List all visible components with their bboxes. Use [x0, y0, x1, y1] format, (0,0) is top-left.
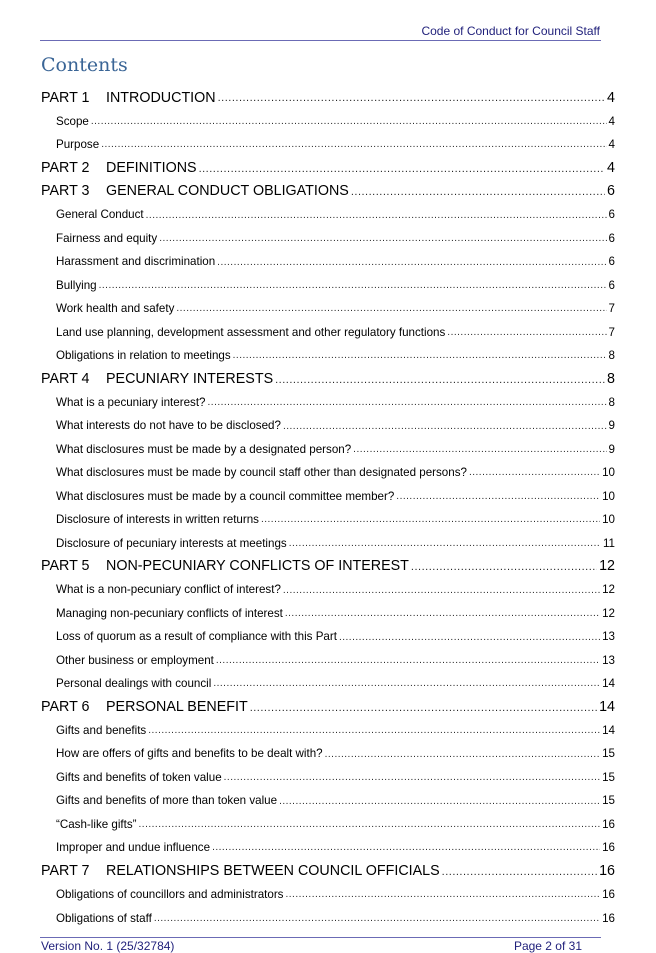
toc-part-entry[interactable] — [41, 367, 615, 390]
toc-page-number: 16 — [602, 888, 615, 902]
toc-page-number: 15 — [602, 747, 615, 761]
toc-page-number: 12 — [599, 558, 615, 575]
toc-section-entry[interactable] — [41, 109, 615, 132]
dot-leader — [351, 186, 605, 198]
footer-page-number: Page 2 of 31 — [513, 939, 582, 953]
toc-page-number: 10 — [602, 513, 615, 527]
toc-entry-title: PERSONAL BENEFIT — [106, 699, 248, 716]
toc-entry-title: What is a pecuniary interest? — [56, 395, 206, 409]
toc-page-number: 4 — [608, 114, 615, 128]
toc-part-number: PART 7 — [41, 863, 90, 880]
toc-section-entry[interactable] — [41, 906, 615, 929]
toc-entry-title: What disclosures must be made by council staff other than designated persons? — [56, 466, 467, 480]
toc-page-number: 6 — [608, 208, 615, 222]
toc-entry-title: Fairness and equity — [56, 231, 158, 245]
dot-leader — [139, 819, 601, 830]
dot-leader — [154, 913, 600, 924]
toc-page-number: 6 — [608, 231, 615, 245]
toc-entry-title: DEFINITIONS — [106, 160, 197, 177]
toc-page-number: 14 — [599, 699, 615, 716]
toc-page-number: 4 — [608, 138, 615, 152]
toc-page-number: 16 — [602, 817, 615, 831]
toc-page-number: 12 — [602, 606, 615, 620]
toc-page-number: 14 — [602, 677, 615, 691]
toc-page-number: 13 — [602, 630, 615, 644]
toc-section-entry[interactable] — [41, 649, 615, 672]
dot-leader — [159, 233, 606, 244]
toc-entry-title: What disclosures must be made by a council committee member? — [56, 489, 395, 503]
toc-entry-title: Land use planning, development assessment and other regulatory functions — [56, 325, 446, 339]
running-header: Code of Conduct for Council Staff — [421, 24, 600, 38]
toc-entry-title: Gifts and benefits — [56, 724, 147, 738]
dot-leader — [289, 538, 601, 549]
toc-section-entry[interactable] — [41, 320, 615, 343]
toc-entry-title: Gifts and benefits of more than token value — [56, 794, 278, 808]
dot-leader — [411, 561, 597, 573]
toc-page-number: 16 — [602, 911, 615, 925]
dot-leader — [353, 444, 606, 455]
toc-part-number: PART 1 — [41, 89, 90, 106]
dot-leader — [224, 772, 600, 783]
table-of-contents — [41, 86, 615, 930]
toc-entry-title: Disclosure of interests in written returns — [56, 513, 259, 527]
toc-page-number: 7 — [608, 325, 615, 339]
header-rule — [40, 40, 601, 41]
toc-section-entry[interactable] — [41, 602, 615, 625]
dot-leader — [285, 889, 600, 900]
toc-page-number: 6 — [608, 255, 615, 269]
toc-entry-title: Disclosure of pecuniary interests at meetings — [56, 536, 287, 550]
dot-leader — [216, 655, 600, 666]
contents-heading: Contents — [41, 54, 128, 76]
dot-leader — [208, 397, 607, 408]
toc-section-entry[interactable] — [41, 719, 615, 742]
dot-leader — [218, 92, 605, 104]
toc-page-number: 4 — [607, 89, 615, 106]
footer-rule — [40, 937, 601, 938]
dot-leader — [176, 303, 606, 314]
footer-version: Version No. 1 (25/32784) — [41, 939, 175, 953]
dot-leader — [285, 608, 600, 619]
toc-entry-title: What is a non-pecuniary conflict of interest? — [56, 583, 281, 597]
toc-entry-title: INTRODUCTION — [106, 89, 216, 106]
dot-leader — [261, 514, 600, 525]
toc-entry-title: Purpose — [56, 138, 100, 152]
toc-entry-title: Obligations in relation to meetings — [56, 349, 231, 363]
toc-section-entry[interactable] — [41, 672, 615, 695]
toc-part-entry[interactable] — [41, 86, 615, 109]
toc-page-number: 15 — [602, 794, 615, 808]
toc-section-entry[interactable] — [41, 836, 615, 859]
toc-part-entry[interactable] — [41, 156, 615, 179]
toc-entry-title: What interests do not have to be disclosed? — [56, 419, 281, 433]
toc-part-entry[interactable] — [41, 859, 615, 882]
dot-leader — [283, 421, 607, 432]
dot-leader — [447, 327, 606, 338]
dot-leader — [217, 257, 606, 268]
toc-section-entry[interactable] — [41, 883, 615, 906]
dot-leader — [148, 725, 600, 736]
toc-section-entry[interactable] — [41, 813, 615, 836]
toc-section-entry[interactable] — [41, 344, 615, 367]
toc-section-entry[interactable] — [41, 789, 615, 812]
toc-section-entry[interactable] — [41, 461, 615, 484]
toc-page-number: 8 — [608, 349, 615, 363]
toc-section-entry[interactable] — [41, 742, 615, 765]
toc-entry-title: NON-PECUNIARY CONFLICTS OF INTEREST — [106, 558, 409, 575]
toc-entry-title: GENERAL CONDUCT OBLIGATIONS — [106, 183, 349, 200]
toc-page-number: 9 — [608, 419, 615, 433]
toc-page-number: 6 — [608, 278, 615, 292]
dot-leader — [199, 163, 605, 175]
toc-section-entry[interactable] — [41, 625, 615, 648]
dot-leader — [325, 749, 600, 760]
toc-page-number: 14 — [602, 724, 615, 738]
dot-leader — [469, 467, 600, 478]
toc-page-number: 15 — [602, 770, 615, 784]
toc-entry-title: Work health and safety — [56, 302, 175, 316]
toc-page-number: 16 — [602, 841, 615, 855]
toc-part-entry[interactable] — [41, 695, 615, 718]
toc-section-entry[interactable] — [41, 203, 615, 226]
dot-leader — [212, 842, 600, 853]
toc-page-number: 8 — [608, 395, 615, 409]
toc-entry-title: Loss of quorum as a result of compliance with this Part — [56, 630, 337, 644]
dot-leader — [339, 632, 600, 643]
toc-part-number: PART 6 — [41, 699, 90, 716]
toc-section-entry[interactable] — [41, 438, 615, 461]
toc-entry-title: Bullying — [56, 278, 97, 292]
toc-page-number: 8 — [607, 370, 615, 387]
toc-page-number: 10 — [602, 466, 615, 480]
dot-leader — [279, 796, 600, 807]
toc-entry-title: How are offers of gifts and benefits to be dealt with? — [56, 747, 323, 761]
dot-leader — [213, 678, 600, 689]
toc-entry-title: Obligations of staff — [56, 911, 152, 925]
toc-page-number: 16 — [599, 863, 615, 880]
toc-section-entry[interactable] — [41, 578, 615, 601]
toc-section-entry[interactable] — [41, 250, 615, 273]
dot-leader — [250, 702, 597, 714]
toc-entry-title: Scope — [56, 114, 89, 128]
toc-page-number: 13 — [602, 653, 615, 667]
toc-section-entry[interactable] — [41, 133, 615, 156]
dot-leader — [275, 374, 605, 386]
dot-leader — [283, 585, 600, 596]
toc-part-entry[interactable] — [41, 555, 615, 578]
dot-leader — [91, 116, 607, 127]
toc-section-entry[interactable] — [41, 297, 615, 320]
dot-leader — [99, 280, 607, 291]
toc-entry-title: Improper and undue influence — [56, 841, 211, 855]
toc-part-number: PART 2 — [41, 160, 90, 177]
toc-entry-title: RELATIONSHIPS BETWEEN COUNCIL OFFICIALS — [106, 863, 440, 880]
toc-section-entry[interactable] — [41, 508, 615, 531]
toc-entry-title: Personal dealings with council — [56, 677, 212, 691]
dot-leader — [233, 350, 607, 361]
toc-section-entry[interactable] — [41, 531, 615, 554]
toc-entry-title: Other business or employment — [56, 653, 214, 667]
toc-section-entry[interactable] — [41, 274, 615, 297]
toc-page-number: 6 — [607, 183, 615, 200]
toc-page-number: 11 — [602, 536, 615, 550]
toc-page-number: 10 — [602, 489, 615, 503]
toc-page-number: 7 — [608, 302, 615, 316]
toc-entry-title: Gifts and benefits of token value — [56, 770, 222, 784]
toc-entry-title: Managing non-pecuniary conflicts of interest — [56, 606, 283, 620]
toc-section-entry[interactable] — [41, 766, 615, 789]
toc-entry-title: PECUNIARY INTERESTS — [106, 370, 274, 387]
toc-page-number: 9 — [608, 442, 615, 456]
toc-section-entry[interactable] — [41, 227, 615, 250]
dot-leader — [396, 491, 600, 502]
toc-entry-title: “Cash-like gifts” — [56, 817, 137, 831]
dot-leader — [101, 139, 606, 150]
toc-part-number: PART 4 — [41, 370, 90, 387]
dot-leader — [442, 866, 597, 878]
toc-part-number: PART 3 — [41, 183, 90, 200]
toc-page-number: 4 — [607, 160, 615, 177]
toc-page-number: 12 — [602, 583, 615, 597]
toc-part-number: PART 5 — [41, 558, 90, 575]
toc-entry-title: What disclosures must be made by a designated person? — [56, 442, 352, 456]
toc-section-entry[interactable] — [41, 414, 615, 437]
toc-entry-title: General Conduct — [56, 208, 144, 222]
dot-leader — [146, 210, 607, 221]
toc-section-entry[interactable] — [41, 484, 615, 507]
toc-part-entry[interactable] — [41, 180, 615, 203]
toc-entry-title: Harassment and discrimination — [56, 255, 216, 269]
toc-section-entry[interactable] — [41, 391, 615, 414]
toc-entry-title: Obligations of councillors and administrators — [56, 888, 284, 902]
